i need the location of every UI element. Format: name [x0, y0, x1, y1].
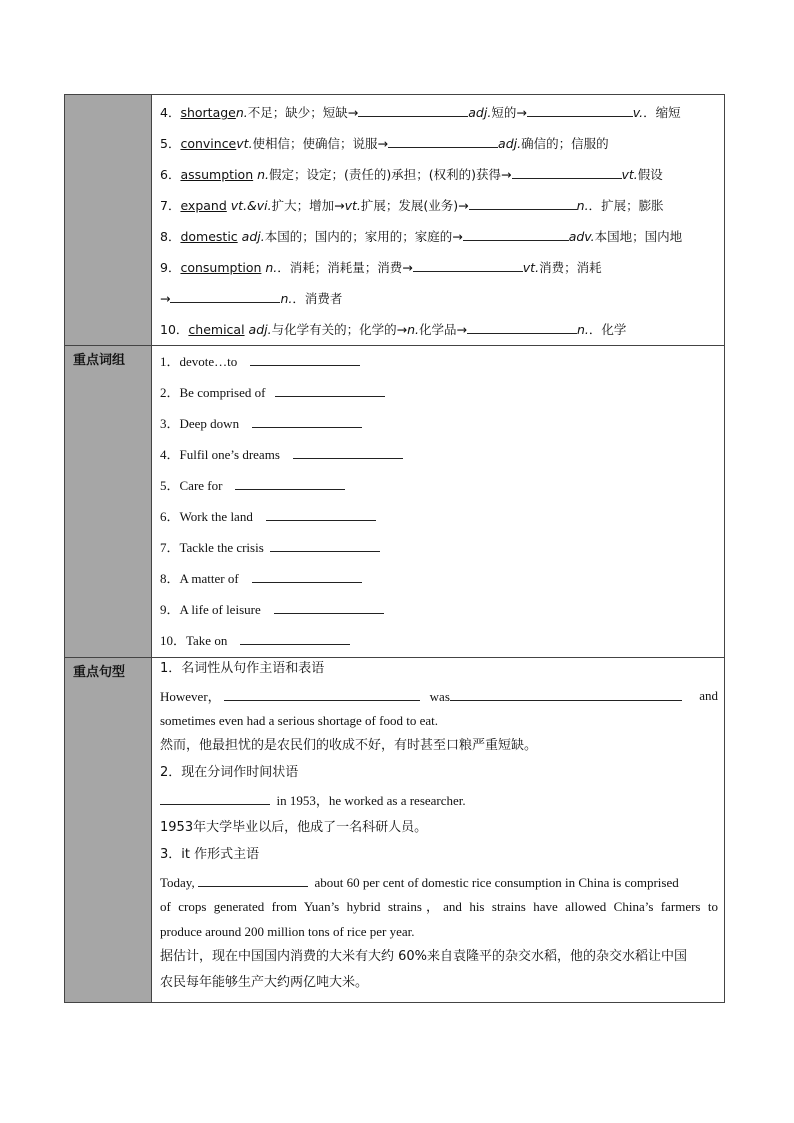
part-of-speech: n.	[257, 167, 270, 182]
vocab-item	[160, 228, 718, 245]
part-of-speech: v.	[632, 105, 644, 120]
answer-blank[interactable]	[224, 688, 420, 701]
phrase-item	[160, 632, 718, 649]
answer-blank[interactable]	[388, 135, 498, 148]
definition: 扩展；膨胀	[601, 198, 664, 213]
definition: 扩大；增加→	[271, 198, 345, 213]
pattern-heading: 2．现在分词作时间状语	[160, 765, 299, 780]
phrase-text: 3．Deep down	[160, 416, 240, 431]
section-label-phrases: 重点词组	[73, 353, 126, 368]
label-column	[65, 95, 152, 1002]
part-of-speech: adj.	[248, 322, 272, 337]
item-number: 4．	[160, 105, 181, 120]
answer-blank[interactable]	[160, 792, 270, 805]
part-of-speech: n.	[265, 260, 278, 275]
answer-blank[interactable]	[270, 539, 380, 552]
sentence-text: in 1953，he worked as a researcher.	[276, 793, 466, 808]
definition: 缩短	[655, 105, 681, 120]
phrase-item	[160, 384, 718, 401]
item-number: 7．	[160, 198, 181, 213]
part-of-speech: vt.&vi.	[230, 198, 272, 213]
phrase-text: 10．Take on	[160, 633, 228, 648]
answer-blank[interactable]	[293, 446, 403, 459]
part-of-speech: adv.	[568, 229, 595, 244]
phrases-section	[160, 345, 718, 657]
answer-blank[interactable]	[413, 259, 523, 272]
part-of-speech: n.	[407, 322, 419, 337]
vocab-item: 7．expand vt.&vi.扩大；增加→vt.扩展；发展(业务)→ n.．扩展；膨胀	[160, 198, 664, 213]
part-of-speech: vt.	[621, 167, 638, 182]
part-of-speech: n.	[576, 198, 589, 213]
pattern-sentence: of crops generated from Yuan’s hybrid strains，and his strains have allowed China’s farmers to	[160, 899, 718, 914]
part-of-speech: n.	[280, 291, 293, 306]
answer-blank[interactable]	[250, 353, 360, 366]
definition: 使相信；使确信；说服→	[252, 136, 389, 151]
definition: 消耗；消耗量；消费→	[289, 260, 413, 275]
vocab-word: assumption	[180, 167, 254, 182]
part-of-speech: vt.	[344, 198, 361, 213]
sentence-text: Today,	[160, 875, 195, 890]
answer-blank[interactable]	[450, 688, 682, 701]
answer-blank[interactable]	[467, 321, 577, 334]
answer-blank[interactable]	[469, 197, 577, 210]
definition: 扩展；发展(业务)→	[360, 198, 469, 213]
vocab-item: 9．consumption n.．消耗；消耗量；消费→ vt.消费；消耗	[160, 260, 602, 275]
answer-blank[interactable]	[252, 415, 362, 428]
item-number: 6．	[160, 167, 181, 182]
worksheet-table	[64, 94, 725, 1003]
phrase-item	[160, 353, 718, 370]
answer-blank[interactable]	[463, 228, 569, 241]
answer-blank[interactable]	[274, 601, 384, 614]
pattern-translation: 农民每年能够生产大约两亿吨大米。	[160, 975, 369, 990]
vocab-word: chemical	[188, 322, 245, 337]
definition: 假设	[637, 167, 663, 182]
pattern-sentence	[160, 874, 718, 891]
pattern-sentence: produce around 200 million tons of rice per year.	[160, 924, 415, 939]
sentence-text: and	[699, 688, 718, 703]
vocab-word: domestic	[180, 229, 238, 244]
answer-blank[interactable]	[512, 166, 622, 179]
pattern-sentence	[160, 792, 718, 809]
item-number: 9．	[160, 260, 181, 275]
definition: 假定；设定；(责任的)承担；(权利的)获得→	[269, 167, 512, 182]
answer-blank[interactable]	[527, 104, 633, 117]
vocab-item: 4．shortagen.不足；缺少；短缺→ adj.短的→ v.．缩短	[160, 105, 681, 120]
answer-blank[interactable]	[170, 290, 280, 303]
section-label-patterns: 重点句型	[73, 665, 126, 680]
vocab-item	[160, 135, 718, 152]
pattern-heading: 1．名词性从句作主语和表语	[160, 661, 325, 676]
part-of-speech: n.	[235, 105, 248, 120]
pattern-heading: 3．it 作形式主语	[160, 847, 260, 862]
pattern-sentence	[160, 688, 718, 705]
definition: 确信的；信服的	[521, 136, 609, 151]
vocab-section	[160, 95, 718, 345]
vocab-item: 10．chemical adj.与化学有关的；化学的→n.化学品→ n.．化学	[160, 322, 627, 337]
phrase-item	[160, 446, 718, 463]
definition: 短的→	[491, 105, 527, 120]
patterns-section	[160, 657, 718, 1003]
definition: 本国地；国内地	[594, 229, 683, 244]
answer-blank[interactable]	[275, 384, 385, 397]
phrase-text: 5．Care for	[160, 478, 223, 493]
definition: 化学	[601, 322, 627, 337]
phrase-text: 6．Work the land	[160, 509, 253, 524]
pattern-translation: 1953年大学毕业以后，他成了一名科研人员。	[160, 820, 428, 835]
vocab-item-continuation: → n.．消费者	[160, 291, 343, 306]
part-of-speech: n.	[576, 322, 589, 337]
definition: 本国的；国内的；家用的；家庭的→	[264, 229, 463, 244]
part-of-speech: adj.	[241, 229, 265, 244]
vocab-item	[160, 166, 718, 183]
answer-blank[interactable]	[266, 508, 376, 521]
part-of-speech: vt.	[522, 260, 540, 275]
sentence-text: about 60 per cent of domestic rice consumption in China is comprised	[314, 875, 679, 890]
item-number: 8．	[160, 229, 181, 244]
phrase-text: 9．A life of leisure	[160, 602, 261, 617]
item-number: 10．	[160, 322, 189, 337]
phrase-text: 4．Fulfil one’s dreams	[160, 447, 280, 462]
phrase-text: 7．Tackle the crisis	[160, 540, 264, 555]
vocab-word: consumption	[180, 260, 262, 275]
phrase-item	[160, 570, 718, 587]
vocab-word: convince	[180, 136, 237, 151]
pattern-translation: 然而，他最担忧的是农民们的收成不好，有时甚至口粮严重短缺。	[160, 738, 538, 753]
vocab-word: shortage	[180, 105, 236, 120]
part-of-speech: adj.	[468, 105, 492, 120]
phrase-item	[160, 415, 718, 432]
definition: 消费；消耗	[539, 260, 602, 275]
phrase-text: 1．devote…to	[160, 354, 238, 369]
definition: 不足；缺少；短缺→	[247, 105, 359, 120]
definition: 化学品→	[418, 322, 467, 337]
phrase-item	[160, 508, 718, 525]
phrase-item	[160, 477, 718, 494]
phrase-item	[160, 601, 718, 618]
sentence-text: was	[429, 689, 450, 704]
pattern-sentence: sometimes even had a serious shortage of food to eat.	[160, 713, 438, 728]
pattern-translation: 据估计，现在中国国内消费的大米有大约 60%来自袁隆平的杂交水稻，他的杂交水稻让中国	[160, 949, 688, 964]
sentence-text: However，	[160, 689, 221, 704]
item-number: 5．	[160, 136, 181, 151]
part-of-speech: vt.	[236, 136, 253, 151]
answer-blank[interactable]	[358, 104, 468, 117]
part-of-speech: adj.	[498, 136, 522, 151]
answer-blank[interactable]	[235, 477, 345, 490]
definition: 与化学有关的；化学的→	[271, 322, 408, 337]
answer-blank[interactable]	[252, 570, 362, 583]
answer-blank[interactable]	[198, 874, 308, 887]
arrow: →	[160, 291, 171, 306]
definition: 消费者	[304, 291, 343, 306]
answer-blank[interactable]	[240, 632, 350, 645]
vocab-word: expand	[180, 198, 227, 213]
phrase-text: 2．Be comprised of	[160, 385, 266, 400]
phrase-item	[160, 539, 718, 556]
phrase-text: 8．A matter of	[160, 571, 239, 586]
